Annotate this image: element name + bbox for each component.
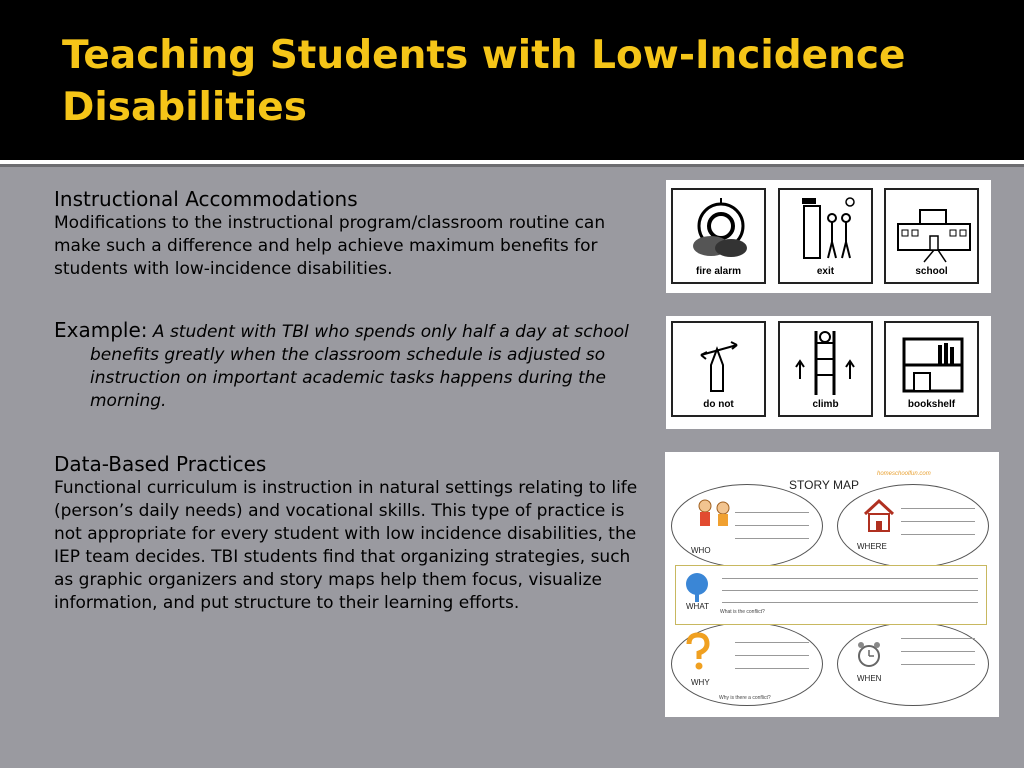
card-fire-alarm bbox=[671, 188, 766, 284]
who-label: WHO bbox=[691, 546, 711, 555]
card-climb bbox=[778, 321, 873, 417]
school-icon bbox=[894, 196, 976, 264]
card-bookshelf bbox=[884, 321, 979, 417]
header-divider-shadow bbox=[0, 164, 1024, 167]
why-prompt: Why is there a conflict? bbox=[719, 695, 771, 701]
card-exit bbox=[778, 188, 873, 284]
card-label: bookshelf bbox=[907, 399, 956, 410]
story-map-site: homeschoolfun.com bbox=[877, 471, 931, 477]
alarm-clock-icon bbox=[855, 640, 883, 670]
what-box bbox=[675, 565, 987, 625]
where-label: WHERE bbox=[857, 542, 887, 551]
where-oval bbox=[837, 484, 989, 568]
when-label: WHEN bbox=[857, 674, 882, 683]
accommodations-text: Modifications to the instructional program/classroom routine can make such a difference and help achieve maximum benefits for students with low-incidence disabilities. bbox=[54, 213, 606, 279]
card-label: fire alarm bbox=[695, 266, 742, 277]
fire-alarm-icon bbox=[681, 196, 759, 264]
picture-cards-top bbox=[666, 180, 991, 293]
section-heading-accommodations: Instructional Accommodations bbox=[54, 187, 358, 211]
bookshelf-icon bbox=[894, 329, 972, 397]
card-label: school bbox=[915, 266, 948, 277]
picture-cards-bottom bbox=[666, 316, 991, 429]
card-label: do not bbox=[703, 399, 734, 410]
card-label: exit bbox=[816, 266, 835, 277]
slide-title: Teaching Students with Low-Incidence Disabilities bbox=[62, 33, 906, 130]
house-icon bbox=[863, 498, 895, 534]
exit-icon bbox=[788, 196, 866, 264]
data-based-text: Functional curriculum is instruction in natural settings relating to life (person’s daily needs) and vocational skills. This type of practice is not appropriate for every student with low incidence disabilities, the IEP team decides. TBI students find that organizing strategies, such as graphic organizers and story maps help them focus, visualize information, and put structure to their learning efforts. bbox=[54, 478, 638, 613]
card-do-not bbox=[671, 321, 766, 417]
slide-body bbox=[54, 186, 644, 615]
card-label: climb bbox=[812, 399, 839, 410]
example-lead: Example: bbox=[54, 318, 148, 342]
do-not-icon bbox=[681, 329, 759, 397]
tree-icon bbox=[682, 572, 712, 602]
what-label: WHAT bbox=[686, 602, 709, 611]
why-label: WHY bbox=[691, 678, 710, 687]
who-oval bbox=[671, 484, 823, 568]
section-heading-data-based: Data-Based Practices bbox=[54, 452, 267, 476]
title-bar bbox=[0, 0, 1024, 160]
what-prompt: What is the conflict? bbox=[720, 609, 765, 615]
story-map bbox=[665, 452, 999, 717]
example-paragraph bbox=[54, 319, 644, 413]
children-icon bbox=[695, 498, 735, 542]
card-school bbox=[884, 188, 979, 284]
climb-icon bbox=[788, 329, 866, 397]
question-mark-icon bbox=[683, 632, 713, 672]
example-text: A student with TBI who spends only half a day at school benefits greatly when the classroom schedule is adjusted so instruction on important academic tasks happens during the morning. bbox=[90, 322, 629, 411]
story-map-title: STORY MAP bbox=[789, 478, 860, 492]
